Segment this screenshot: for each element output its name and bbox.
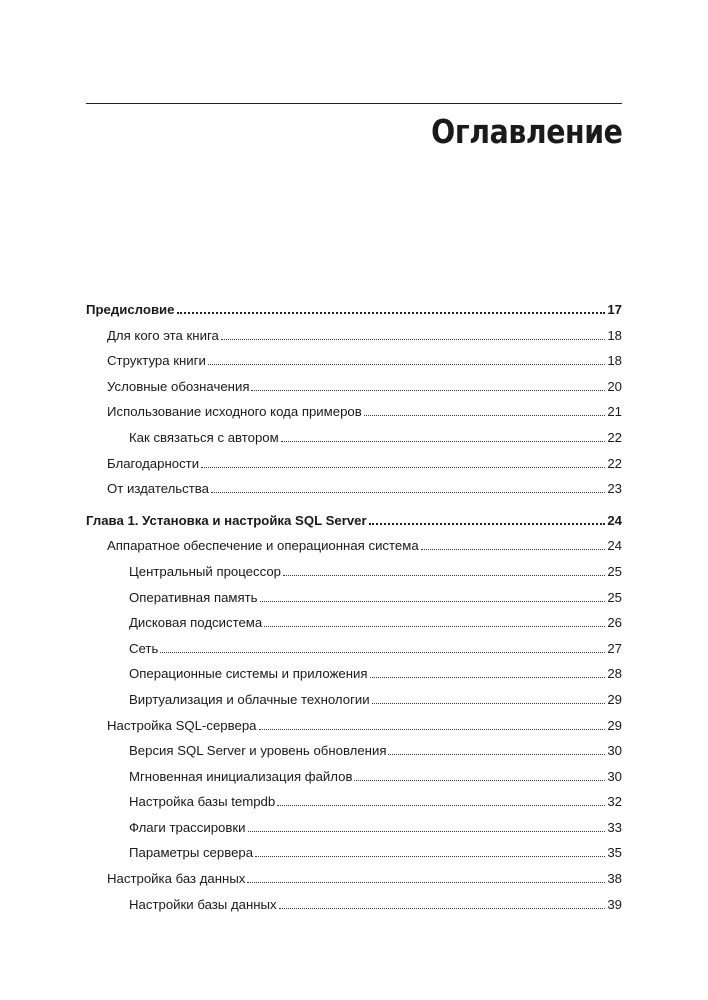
- toc-entry-title: Предисловие: [86, 302, 175, 317]
- toc-chapter-entry[interactable]: [86, 302, 622, 328]
- toc-entry-page-number: 17: [607, 302, 622, 317]
- toc-entry-page-number: 22: [607, 429, 622, 445]
- toc-entry[interactable]: [86, 871, 622, 897]
- toc-entry-page-number: 22: [607, 455, 622, 471]
- toc-entry[interactable]: [86, 718, 622, 744]
- toc-entry-title: Условные обозначения: [107, 378, 250, 394]
- toc-entry-title: Флаги трассировки: [129, 819, 246, 835]
- toc-entry[interactable]: [86, 564, 622, 590]
- toc-entry-page-number: 23: [607, 481, 622, 497]
- toc-entry-page-number: 29: [607, 717, 622, 733]
- toc-dot-leader: [264, 617, 605, 627]
- toc-entry[interactable]: [86, 430, 622, 456]
- toc-dot-leader: [283, 566, 605, 576]
- toc-entry-title: Как связаться с автором: [129, 429, 279, 445]
- toc-dot-leader: [388, 745, 605, 755]
- toc-entry-page-number: 21: [607, 404, 622, 420]
- toc-entry-title: Настройка SQL-сервера: [107, 717, 257, 733]
- toc-entry[interactable]: [86, 845, 622, 871]
- toc-entry[interactable]: [86, 538, 622, 564]
- toc-dot-leader: [279, 899, 606, 909]
- toc-dot-leader: [421, 540, 606, 550]
- toc-entry-page-number: 33: [607, 819, 622, 835]
- toc-dot-leader: [277, 796, 605, 806]
- page-title: Оглавление: [430, 112, 622, 151]
- toc-entry-title: Структура книги: [107, 353, 206, 369]
- toc-entry[interactable]: [86, 481, 622, 507]
- top-rule: [86, 103, 622, 104]
- toc-entry-title: Дисковая подсистема: [129, 615, 263, 631]
- toc-dot-leader: [221, 330, 606, 340]
- toc-entry-title: Параметры сервера: [129, 845, 254, 861]
- toc-entry[interactable]: [86, 456, 622, 482]
- toc-dot-leader: [177, 304, 606, 314]
- toc-entry[interactable]: [86, 769, 622, 795]
- toc-entry[interactable]: [86, 615, 622, 641]
- toc-entry[interactable]: [86, 820, 622, 846]
- toc-entry-title: Настройка баз данных: [107, 871, 246, 887]
- toc-entry[interactable]: [86, 353, 622, 379]
- toc-dot-leader: [211, 483, 605, 493]
- toc-entry[interactable]: [86, 692, 622, 718]
- toc-entry[interactable]: [86, 590, 622, 616]
- toc-entry-page-number: 25: [607, 589, 622, 605]
- toc-entry-title: Настройки базы данных: [129, 896, 277, 912]
- toc-entry-title: Центральный процессор: [129, 563, 281, 579]
- toc-entry-title: Операционные системы и приложения: [129, 666, 368, 682]
- toc-entry-title: Виртуализация и облачные технологии: [129, 691, 370, 707]
- toc-entry-title: Мгновенная инициализация файлов: [129, 768, 353, 784]
- toc-dot-leader: [370, 668, 606, 678]
- toc-entry[interactable]: [86, 379, 622, 405]
- toc-dot-leader: [251, 381, 605, 391]
- toc-dot-leader: [354, 771, 605, 781]
- toc-entry[interactable]: [86, 794, 622, 820]
- toc-entry-page-number: 18: [607, 353, 622, 369]
- toc-entry-title: Благодарности: [107, 455, 200, 471]
- toc-entry[interactable]: [86, 743, 622, 769]
- toc-entry-page-number: 35: [607, 845, 622, 861]
- toc-entry-title: Использование исходного кода примеров: [107, 404, 362, 420]
- toc-entry-page-number: 30: [607, 743, 622, 759]
- toc-entry-page-number: 27: [607, 640, 622, 656]
- toc-entry-title: Настройка базы tempdb: [129, 794, 276, 810]
- toc-dot-leader: [259, 720, 606, 730]
- toc-dot-leader: [247, 873, 605, 883]
- toc-entry-title: Сеть: [129, 640, 159, 656]
- toc-entry-title: Версия SQL Server и уровень обновления: [129, 743, 387, 759]
- toc-dot-leader: [160, 643, 605, 653]
- toc-entry-page-number: 20: [607, 378, 622, 394]
- toc-entry-title: Оперативная память: [129, 589, 258, 605]
- toc-entry[interactable]: [86, 641, 622, 667]
- toc-dot-leader: [364, 406, 606, 416]
- toc-entry-page-number: 25: [607, 563, 622, 579]
- toc-dot-leader: [248, 822, 606, 832]
- toc-dot-leader: [260, 592, 606, 602]
- toc-entry-page-number: 28: [607, 666, 622, 682]
- toc-entry-page-number: 39: [607, 896, 622, 912]
- toc-entry-page-number: 26: [607, 615, 622, 631]
- toc-dot-leader: [208, 355, 606, 365]
- toc-entry-page-number: 24: [607, 512, 622, 528]
- toc-entry[interactable]: [86, 328, 622, 354]
- table-of-contents: [86, 302, 622, 922]
- toc-dot-leader: [255, 847, 605, 857]
- toc-entry[interactable]: [86, 897, 622, 923]
- toc-dot-leader: [281, 432, 606, 442]
- toc-dot-leader: [369, 515, 606, 525]
- toc-dot-leader: [201, 458, 605, 468]
- toc-entry-title: Аппаратное обеспечение и операционная система: [107, 538, 419, 554]
- toc-chapter-entry[interactable]: [86, 513, 622, 539]
- toc-entry[interactable]: [86, 404, 622, 430]
- toc-entry-page-number: 32: [607, 794, 622, 810]
- toc-entry-page-number: 18: [607, 327, 622, 343]
- toc-dot-leader: [372, 694, 606, 704]
- toc-entry-page-number: 30: [607, 768, 622, 784]
- toc-entry-page-number: 24: [607, 538, 622, 554]
- toc-entry[interactable]: [86, 666, 622, 692]
- toc-entry-title: Для кого эта книга: [107, 327, 219, 343]
- toc-entry-title: Глава 1. Установка и настройка SQL Server: [86, 512, 367, 528]
- toc-entry-page-number: 38: [607, 871, 622, 887]
- toc-entry-page-number: 29: [607, 691, 622, 707]
- toc-entry-title: От издательства: [107, 481, 210, 497]
